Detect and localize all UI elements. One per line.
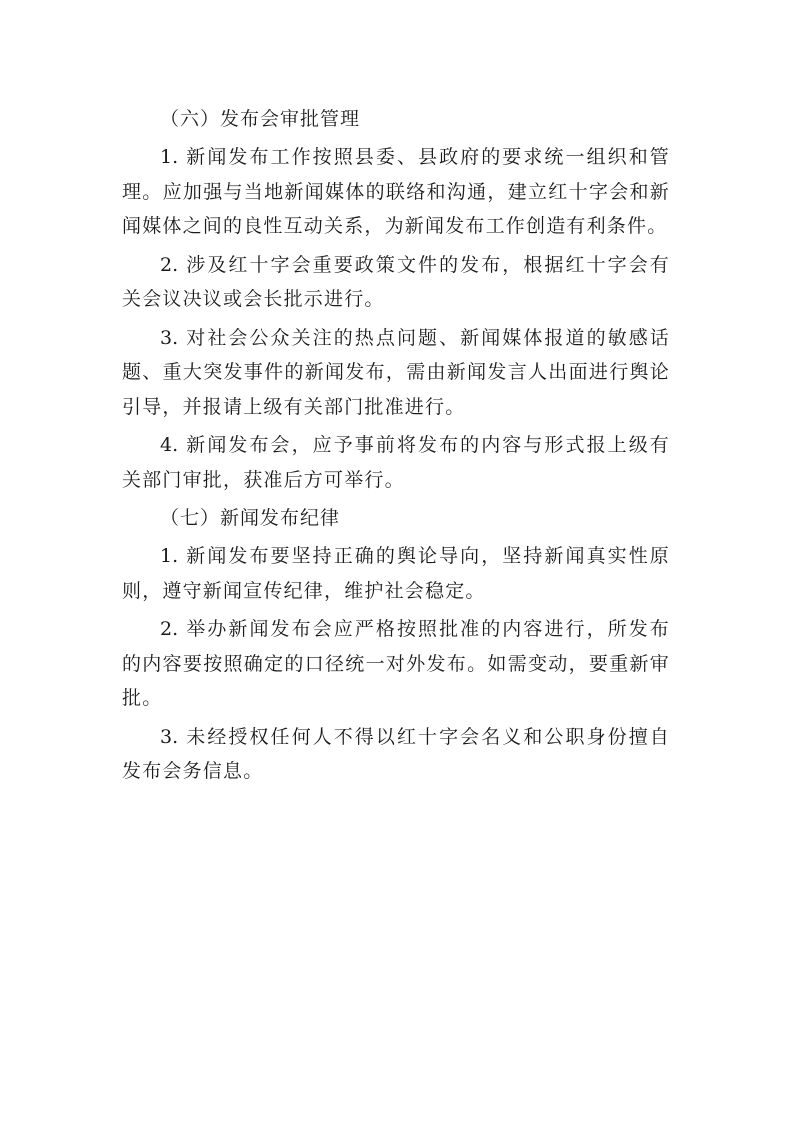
section-heading: （七）新闻发布纪律: [160, 507, 341, 529]
paragraph-text: 未经授权任何人不得以红十字会名义和公职身份擅自发布会务信息。: [122, 725, 670, 782]
paragraph-text: 涉及红十字会重要政策文件的发布，根据红十字会有关会议决议或会长批示进行。: [122, 253, 670, 310]
paragraph: [122, 321, 670, 425]
paragraph-text: 举办新闻发布会应严格按照批准的内容进行，所发布的内容要按照确定的口径统一对外发布。如需变动，要重新审批。: [122, 618, 670, 709]
paragraph-number: 2.: [160, 253, 179, 276]
paragraph: [122, 539, 670, 608]
paragraph: [122, 720, 670, 789]
paragraph-number: 4.: [160, 434, 179, 456]
paragraph-number: 1.: [160, 146, 179, 168]
paragraph: [122, 612, 670, 716]
paragraph-number: 1.: [160, 545, 179, 567]
section-press-discipline: [122, 501, 670, 789]
paragraph-number: 3.: [160, 725, 179, 748]
section-approval-management: [122, 102, 670, 497]
paragraph-number: 3.: [160, 326, 179, 349]
document-page: [122, 102, 670, 793]
paragraph-text: 新闻发布要坚持正确的舆论导向，坚持新闻真实性原则，遵守新闻宣传纪律，维护社会稳定。: [122, 545, 670, 602]
paragraph-text: 新闻发布会，应予事前将发布的内容与形式报上级有关部门审批，获准后方可举行。: [122, 434, 670, 491]
paragraph-text: 对社会公众关注的热点问题、新闻媒体报道的敏感话题、重大突发事件的新闻发布，需由新闻发言人出面进行舆论引导，并报请上级有关部门批准进行。: [122, 326, 670, 418]
paragraph: [122, 428, 670, 497]
paragraph-text: 新闻发布工作按照县委、县政府的要求统一组织和管理。应加强与当地新闻媒体的联络和沟通，建立红十字会和新闻媒体之间的良性互动关系，为新闻发布工作创造有利条件。: [122, 146, 670, 237]
section-heading: （六）发布会审批管理: [160, 108, 361, 130]
paragraph-number: 2.: [160, 618, 179, 640]
paragraph: [122, 248, 670, 317]
paragraph: [122, 140, 670, 244]
